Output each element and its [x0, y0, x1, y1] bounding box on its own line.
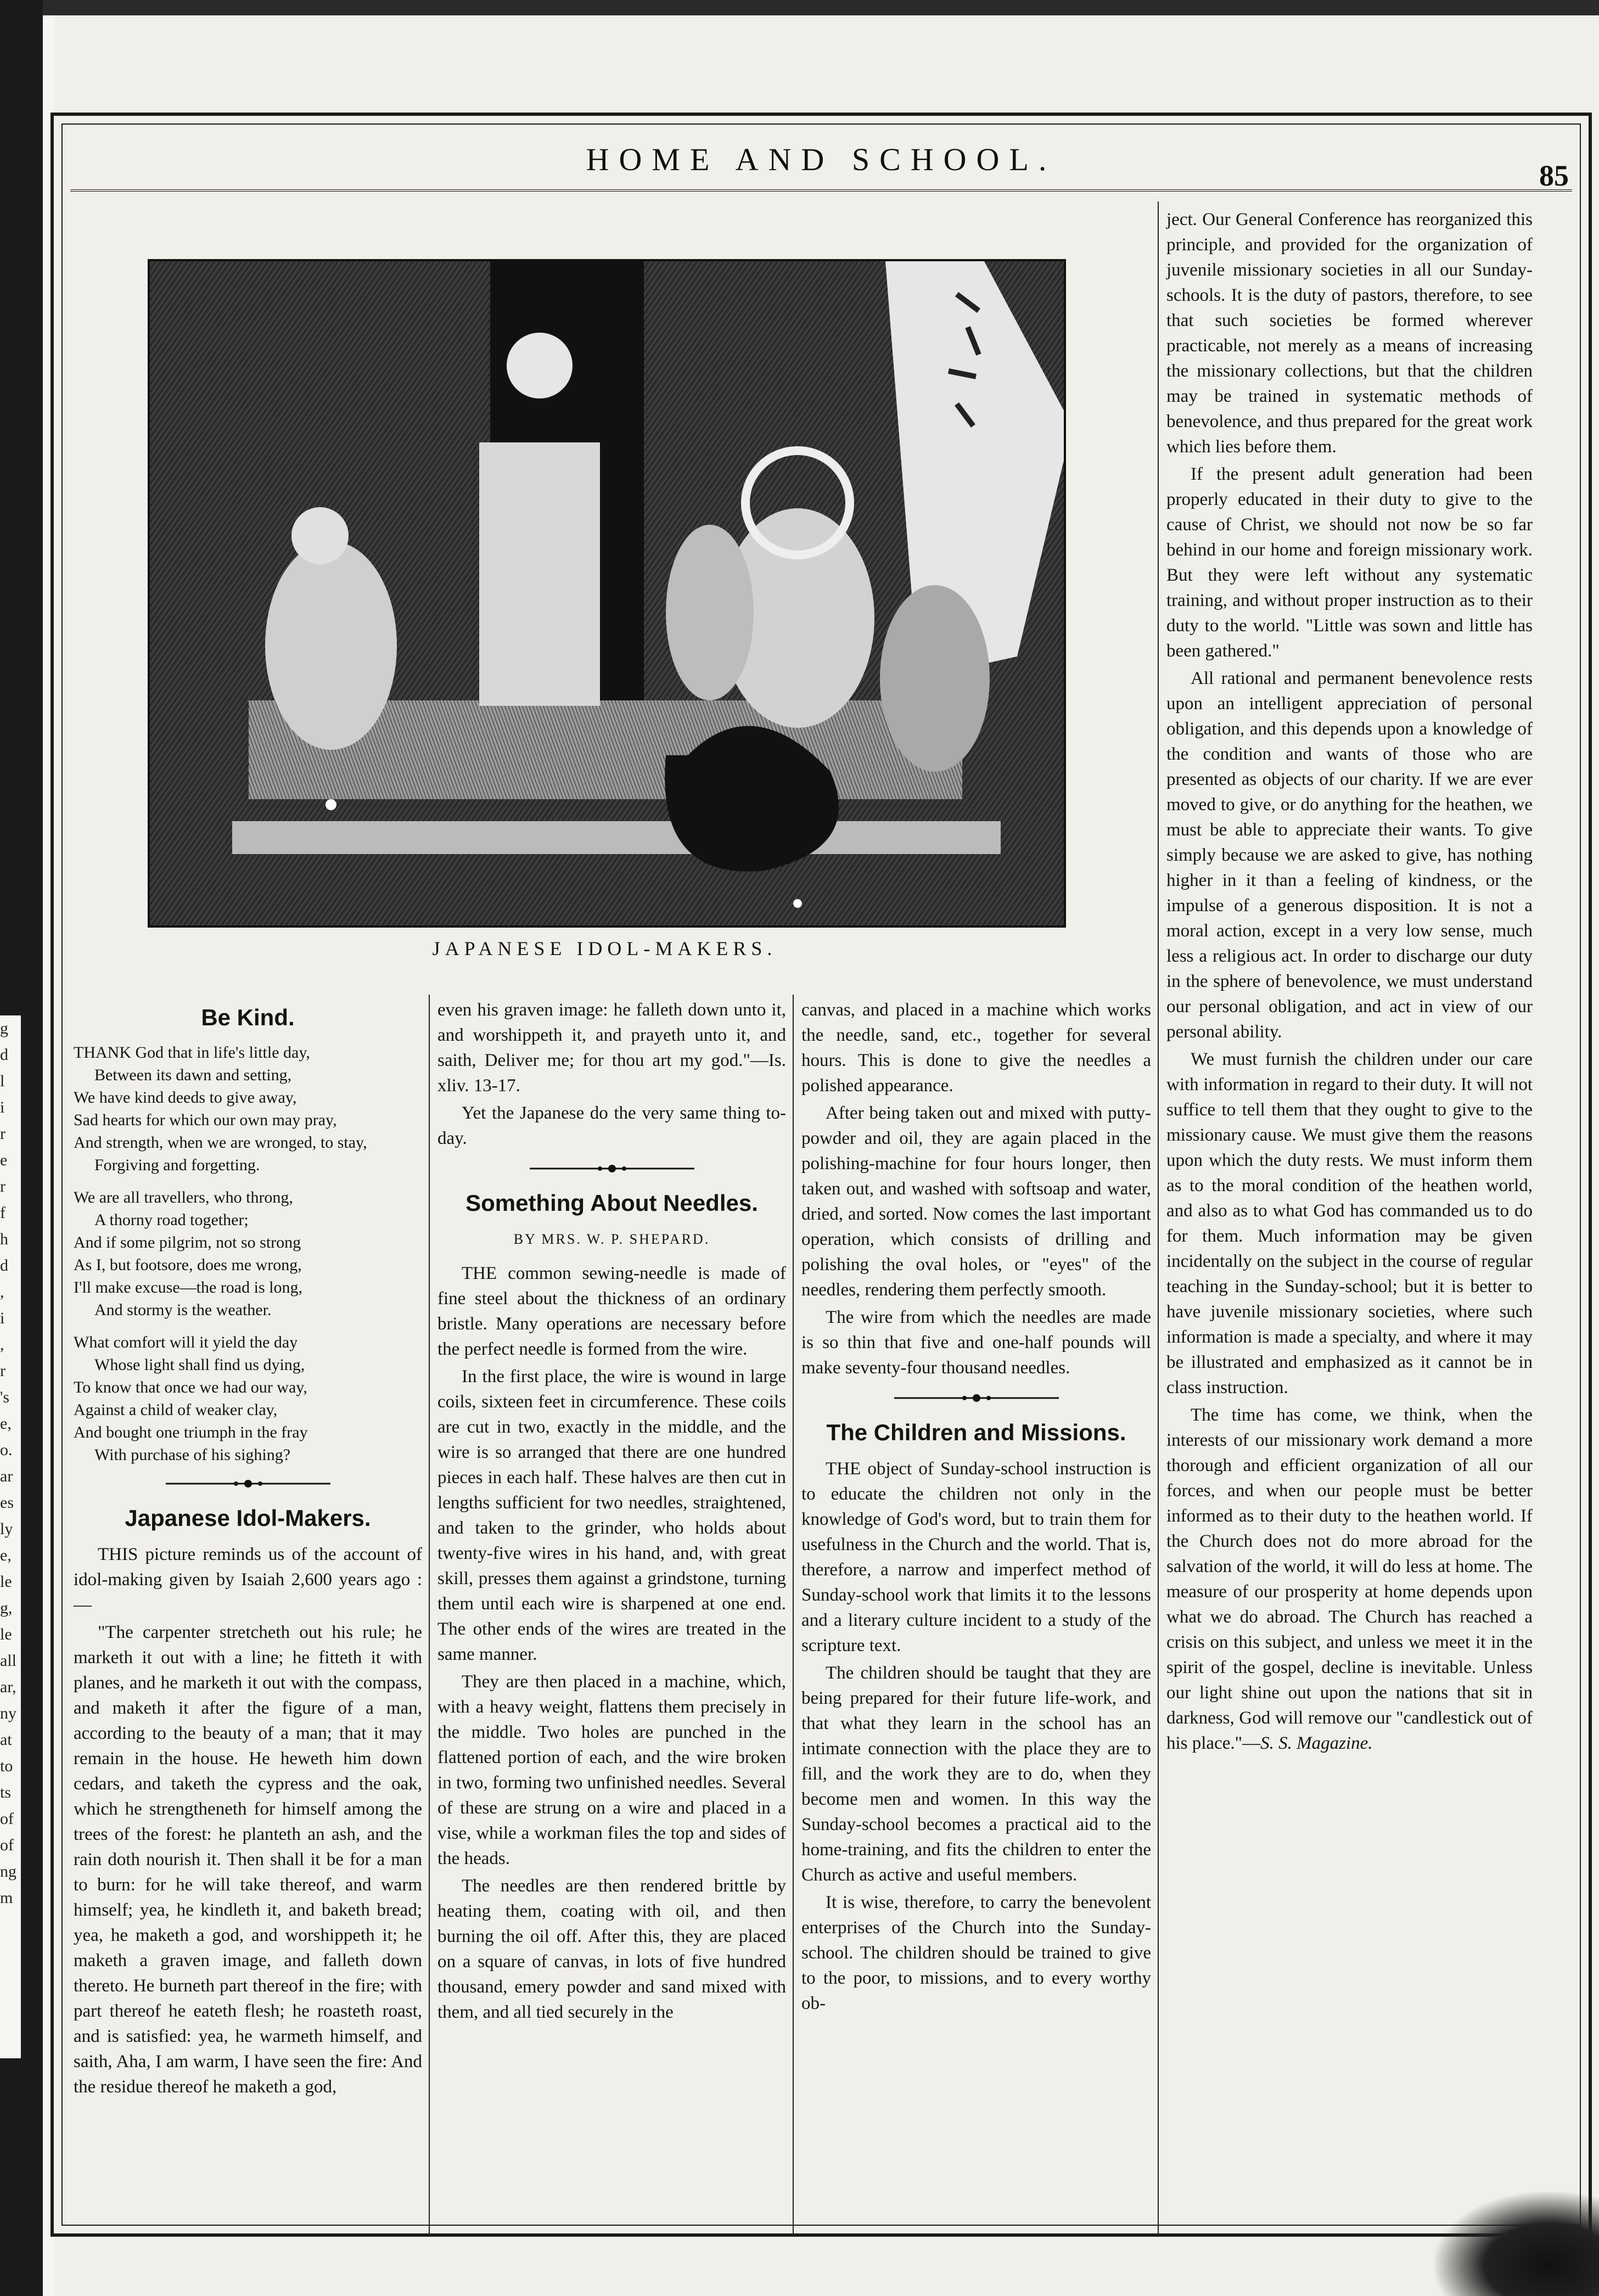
missions-paragraph: We must furnish the children under our care with information in regard to their duty. It will not suffice to tell them that they ought to give to the missionary cause. We must give them the reasons upon which the duty rests. We must inform them as to the moral condition of the heathen world, and also as to what God has commanded us to do for them. Much information may be given incidentally on the subject in the course of regular teaching in the Sunday-school; but it is better to have juvenile missionary societies, where such information is made a specialty, and where it may be illustrated and emphasized as it cannot be in class instruction. — [1166, 1049, 1533, 1397]
previous-page-fragment-text: i — [0, 1098, 5, 1116]
poem-stanza-1 — [74, 1041, 422, 1176]
previous-page-fragment-text: , — [0, 1335, 4, 1354]
idol-makers-paragraph: THIS picture reminds us of the account of idol-making given by Isaiah 2,600 years ago :— — [74, 1545, 422, 1615]
poem-line: And if some pilgrim, not so strong — [74, 1233, 301, 1251]
poem-line: I'll make excuse—the road is long, — [74, 1278, 302, 1296]
previous-page-fragment-text: r — [0, 1362, 5, 1380]
poem-line: To know that once we had our way, — [74, 1378, 307, 1396]
previous-page-fragment-text: all — [0, 1652, 16, 1670]
poem-line: And bought one triumph in the fray — [74, 1423, 308, 1441]
top-band — [43, 0, 1599, 15]
poem-line: What comfort will it yield the day — [74, 1333, 298, 1351]
previous-page-fragment — [0, 1015, 21, 2058]
previous-page-fragment-text: ar — [0, 1467, 13, 1485]
corner-ink-smudge — [1434, 2192, 1599, 2296]
previous-page-fragment-text: le — [0, 1625, 12, 1643]
page-inner-border — [61, 123, 1581, 2226]
previous-page-fragment-text: f — [0, 1204, 5, 1222]
previous-page-fragment-text: d — [0, 1046, 8, 1064]
idol-makers-paragraph: even his graven image: he falleth down unto it, and worshippeth it, and prayeth unto it, and saith, Deliver me; for thou art my god."—Is. xliv. 13-17. — [437, 1000, 786, 1096]
idol-makers-paragraph: Yet the Japanese do the very same thing to-day. — [437, 1103, 786, 1148]
missions-title: The Children and Missions. — [826, 1419, 1126, 1445]
previous-page-fragment-text: of — [0, 1836, 14, 1854]
previous-page-fragment-text: , — [0, 1283, 4, 1301]
needles-paragraph: After being taken out and mixed with putty-powder and oil, they are again placed in the polishing-machine for four hours longer, then taken out, and washed with softsoap and water, dried, and sorted. Now comes the last important operation, which consists of drilling and polishing the oval holes, or "eyes" of the needles, rendering them perfectly smooth. — [801, 1103, 1151, 1300]
previous-page-fragment-text: ly — [0, 1520, 13, 1538]
poem-line: We are all travellers, who throng, — [74, 1188, 293, 1206]
needles-byline: BY MRS. W. P. SHEPARD. — [513, 1231, 710, 1247]
missions-paragraph: ject. Our General Conference has reorganized this principle, and provided for the organization of juvenile missionary societies in all our Sunday-schools. It is the duty of pastors, therefore, to see that such societies be formed wherever practicable, not merely as a means of increasing the missionary collections, but that the children may be trained in systematic methods of benevolence, and thus prepared for the great work which lies before them. — [1166, 210, 1533, 457]
previous-page-fragment-text: e, — [0, 1414, 12, 1433]
column-4 — [1166, 207, 1533, 1758]
poem-line: As I, but footsore, does me wrong, — [74, 1256, 302, 1274]
missions-paragraph: If the present adult generation had been properly educated in their duty to give to the cause of Christ, we should not now be so far behind in our home and foreign missionary work. But they were left without any systematic training, and without proper instruction as to their duty to the world. "Little was sown and little has been gathered." — [1166, 464, 1533, 661]
be-kind-title: Be Kind. — [201, 1004, 295, 1030]
page-header — [63, 141, 1580, 196]
needles-paragraph: canvas, and placed in a machine which works the needle, sand, etc., together for several hours. This is done to give the needles a polished appearance. — [801, 1000, 1151, 1096]
previous-page-fragment-text: g, — [0, 1599, 13, 1617]
previous-page-fragment-text: ny — [0, 1704, 16, 1722]
needles-paragraph: The needles are then rendered brittle by heating them, coating with oil, and then burning the oil off. After this, they are placed on a square of canvas, in lots of five hundred thousand, emery powder and sand mixed with them, and all tied securely in the — [437, 1876, 786, 2022]
needles-paragraph: In the first place, the wire is wound in large coils, sixteen feet in circumference. These coils are cut in two, exactly in the middle, and the wire is so arranged that there are one hundred pieces in each half. These halves are then cut in lengths sufficient for two needles, straightened, and taken to the grinder, who holds about twenty-five wires in his hand, and, with great skill, presses them against a grindstone, turning them until each wire is sharpened at one end. The other ends of the wires are treated in the same manner. — [437, 1367, 786, 1664]
missions-paragraph: It is wise, therefore, to carry the benevolent enterprises of the Church into the Sunday-school. The children should be trained to give to the poor, to missions, and to every worthy ob- — [801, 1893, 1151, 2013]
missions-final-text: The time has come, we think, when the interests of our missionary work demand a more thorough and efficient organization of all our forces, and when our people must be better informed as to their duty to the heathen world. If the Church does not do more abroad for the salvation of the world, it will do less at home. The measure of our prosperity at home depends upon what we do abroad. The Church has reached a crisis on this subject, and unless we meet it in the spirit of the gospel, decline is inevitable. Unless our light shine out upon the nations that sit in darkness, God will remove our "candlestick out of his place."— — [1166, 1405, 1533, 1753]
idol-makers-paragraph: "The carpenter stretcheth out his rule; he marketh it out with a line; he fitteth it with planes, and he marketh it out with the compass, and maketh it after the figure of a man, according to the beauty of a man; that it may remain in the house. He heweth him down cedars, and taketh the cypress and the oak, which he strengtheneth for himself among the trees of the forest: he planteth an ash, and the rain doth nourish it. Then shall it be for a man to burn: for he will take thereof, and warm himself; yea, he kindleth it, and baketh bread; yea, he maketh a god, and worshippeth it; he maketh a graven image, and falleth down thereto. He burneth part thereof in the fire; with part thereof he eateth flesh; he roasteth roast, and is satisfied: yea, he warmeth himself, and saith, Aha, I am warm, I have seen the fire: And the residue thereof he maketh a god, — [74, 1623, 422, 2097]
poem-line: THANK God that in life's little day, — [74, 1043, 310, 1062]
previous-page-fragment-text: ar, — [0, 1678, 16, 1696]
column-3 — [801, 997, 1151, 2018]
previous-page-fragment-text: ts — [0, 1783, 12, 1801]
masthead-title: HOME AND SCHOOL. — [586, 142, 1057, 177]
previous-page-fragment-text: 's — [0, 1388, 10, 1406]
column-rule-2 — [793, 995, 794, 2235]
poem-line: Sad hearts for which our own may pray, — [74, 1111, 337, 1129]
section-divider-ornament — [530, 1163, 694, 1174]
column-rule-1 — [429, 995, 430, 2235]
poem-stanza-3 — [74, 1331, 422, 1466]
previous-page-fragment-text: h — [0, 1230, 8, 1248]
poem-line: With purchase of his sighing? — [94, 1446, 291, 1464]
missions-attribution: S. S. Magazine. — [1260, 1733, 1373, 1753]
page-number: 85 — [1539, 159, 1569, 192]
standing-figure — [479, 442, 600, 706]
previous-page-fragment-text: es — [0, 1494, 14, 1512]
section-divider-ornament — [166, 1478, 330, 1489]
previous-page-fragment-text: r — [0, 1177, 5, 1195]
previous-page-fragment-text: at — [0, 1731, 12, 1749]
column-2 — [437, 997, 786, 2027]
column-rule-3 — [1158, 201, 1159, 2235]
poem-line: Against a child of weaker clay, — [74, 1401, 278, 1419]
carver-left — [265, 541, 397, 750]
missions-paragraph: The children should be taught that they are being prepared for their future life-work, and that what they learn in the school has an intimate connection with the place they are to fill, and the work they are to do, when they become men and women. In this way the Sunday-school becomes a practical aid to the home-training, and fits the children to enter the Church as active and useful members. — [801, 1663, 1151, 1885]
previous-page-fragment-text: o. — [0, 1441, 13, 1459]
previous-page-fragment-text: i — [0, 1309, 5, 1327]
poem-line: We have kind deeds to give away, — [74, 1088, 297, 1107]
previous-page-fragment-text: le — [0, 1573, 12, 1591]
engraving-image — [150, 261, 1064, 925]
missions-paragraph: THE object of Sunday-school instruction is to educate the children not only in the knowledge of God's word, but to train them for usefulness in the Church and the world. That is, therefore, a narrow and imperfect method of Sunday-school work that limits it to the lessons and a literary culture incident to a study of the scripture text. — [801, 1459, 1151, 1655]
missions-paragraph: All rational and permanent benevolence rests upon an intelligent appreciation of personal obligation, and this depends upon a knowledge of the condition and wants of those who are presented as objects of our charity. If we are ever moved to give, or do anything for the heathen, we must be able to appreciate their wants. To give simply because we are asked to give, has nothing higher in it than a feeling of kindness, or the impulse of a generous disposition. It is not a moral action, except in a very low sense, much less a religious act. In order to discharge our duty in the sphere of benevolence, we must understand our personal obligation, and act in view of our personal ability. — [1166, 669, 1533, 1042]
previous-page-fragment-text: e, — [0, 1546, 12, 1564]
needles-paragraph: They are then placed in a machine, which, with a heavy weight, flattens them precisely in the middle. Two holes are punched in the flattened portion of each, and the wire broken in two, forming two unfinished needles. Several of these are strung on a wire and placed in a vise, while a workman files the top and sides of the heads. — [437, 1672, 786, 1868]
poem-line: A thorny road together; — [94, 1211, 249, 1229]
newspaper-page — [51, 113, 1592, 2237]
poem-stanza-2 — [74, 1186, 422, 1321]
missions-paragraph — [1166, 1402, 1533, 1756]
previous-page-fragment-text: r — [0, 1125, 5, 1143]
previous-page-fragment-text: of — [0, 1810, 14, 1828]
poem-line: And stormy is the weather. — [94, 1301, 272, 1319]
poem-line: And strength, when we are wronged, to stay, — [74, 1133, 367, 1152]
be-kind-poem — [74, 1041, 422, 1466]
poem-line: Forgiving and forgetting. — [94, 1156, 260, 1174]
section-divider-ornament — [894, 1393, 1059, 1404]
poem-line: Whose light shall find us dying, — [94, 1356, 305, 1374]
header-rule — [70, 189, 1572, 192]
idol-makers-title: Japanese Idol-Makers. — [125, 1505, 371, 1531]
previous-page-fragment-text: e — [0, 1151, 8, 1169]
illustration-caption: JAPANESE IDOL-MAKERS. — [432, 938, 777, 959]
previous-page-fragment-text: d — [0, 1256, 8, 1275]
idol-makers-illustration — [148, 259, 1066, 928]
previous-page-fragment-text: g — [0, 1019, 8, 1037]
column-1 — [74, 997, 422, 2102]
previous-page-fragment-text: l — [0, 1072, 5, 1090]
needles-paragraph: The wire from which the needles are made is so thin that five and one-half pounds will make seventy-four thousand needles. — [801, 1307, 1151, 1378]
needles-paragraph: THE common sewing-needle is made of fine steel about the thickness of an ordinary bristle. Many operations are necessary before the perfect needle is formed from the wire. — [437, 1264, 786, 1359]
previous-page-fragment-text: m — [0, 1889, 13, 1907]
previous-page-fragment-text: ng — [0, 1862, 16, 1880]
previous-page-fragment-text: to — [0, 1757, 13, 1775]
needles-title: Something About Needles. — [465, 1190, 758, 1216]
poem-line: Between its dawn and setting, — [94, 1066, 292, 1084]
